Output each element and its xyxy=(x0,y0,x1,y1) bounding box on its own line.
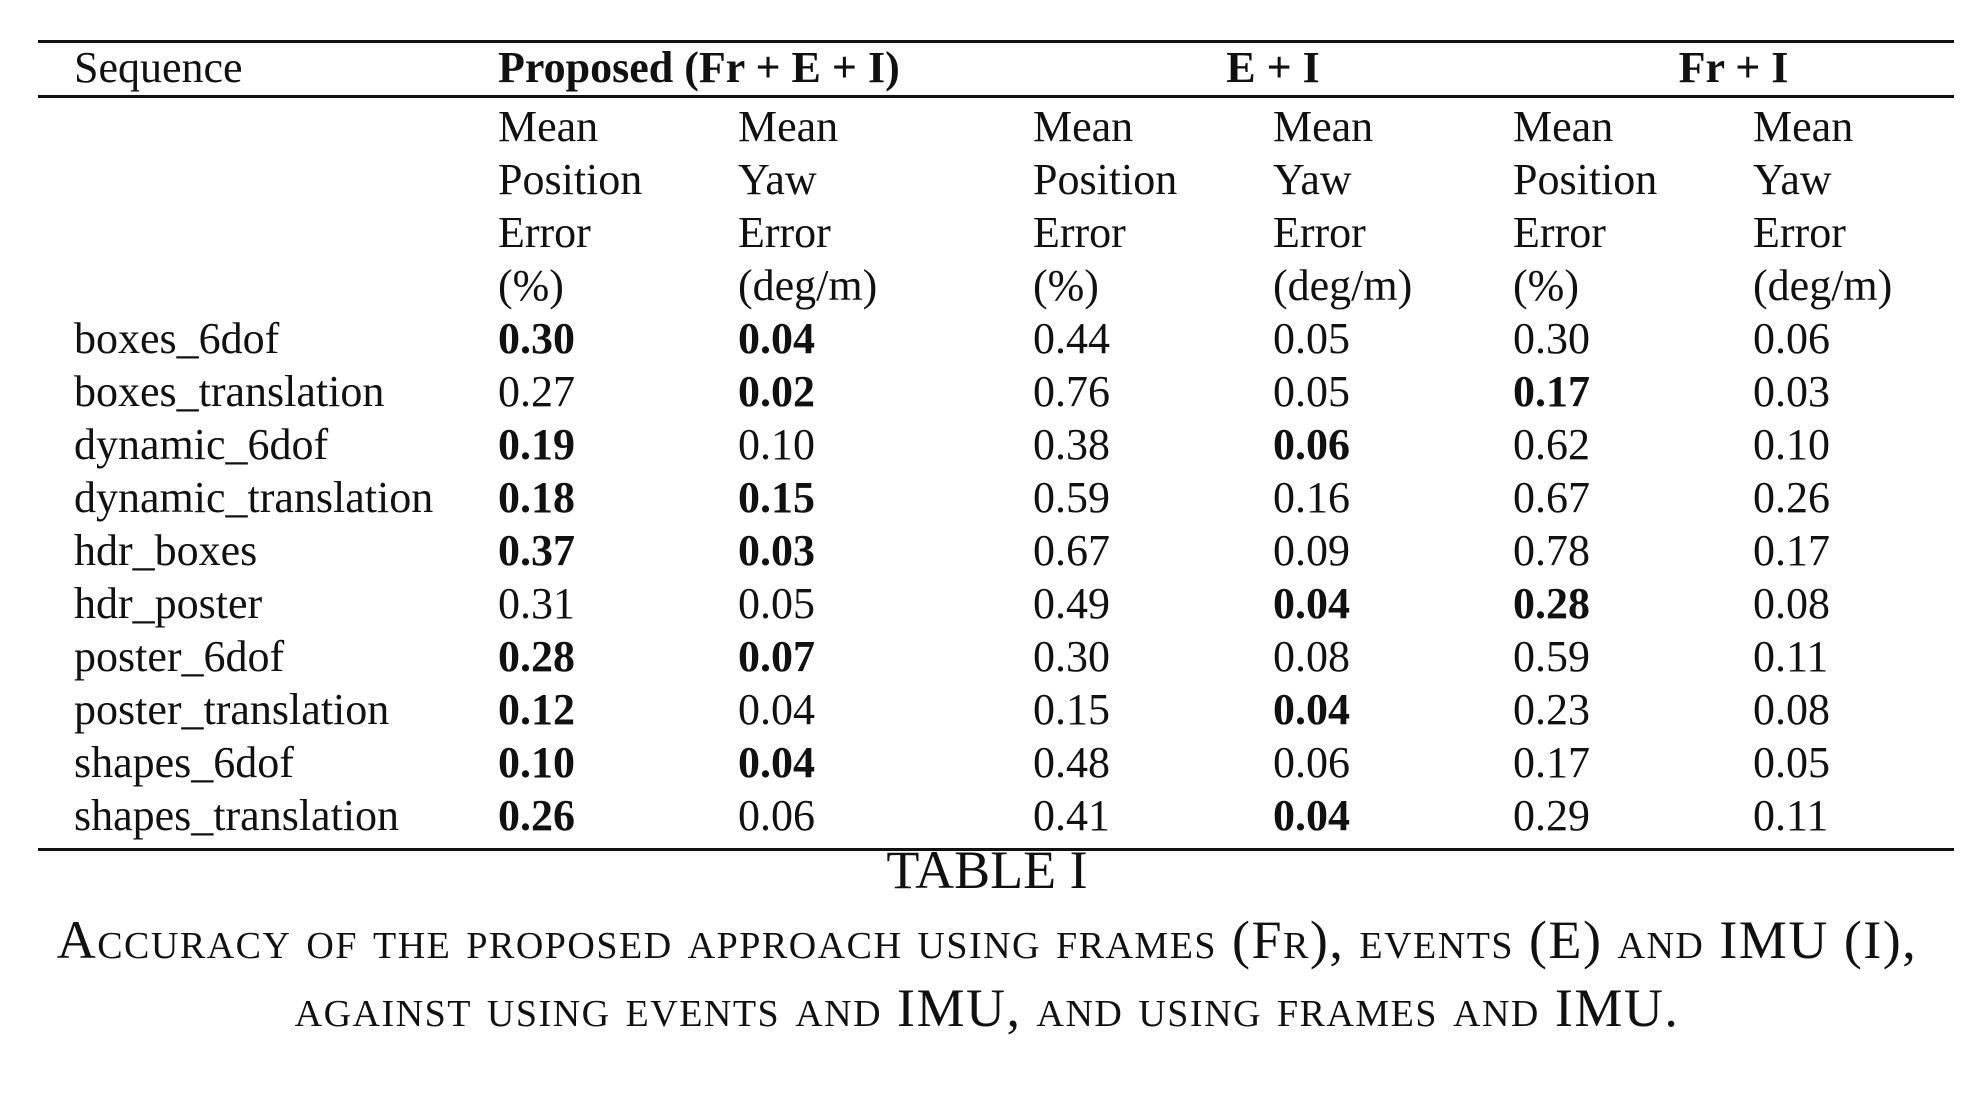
subheader-line: Position xyxy=(1513,155,1658,204)
value-cell: 0.11 xyxy=(1753,632,1829,681)
value-cell: 0.44 xyxy=(1033,314,1110,363)
value-cell: 0.05 xyxy=(1273,314,1350,363)
value-cell: 0.28 xyxy=(498,632,575,681)
value-cell: 0.08 xyxy=(1753,579,1831,628)
value-cell: 0.67 xyxy=(1033,526,1110,575)
value-cell: 0.30 xyxy=(1513,314,1591,363)
sequence-header: Sequence xyxy=(38,42,498,97)
subheader-line: Error xyxy=(498,208,591,257)
value-cell: 0.07 xyxy=(738,632,815,681)
subheader-line: Error xyxy=(1513,208,1606,257)
subheader-line: (%) xyxy=(1033,261,1099,310)
value-cell: 0.76 xyxy=(1033,367,1110,416)
subheader-proposed-yaw xyxy=(738,97,1033,313)
value-cell: 0.23 xyxy=(1513,685,1591,734)
value-cell: 0.31 xyxy=(498,579,575,628)
table-row xyxy=(38,312,1954,365)
value-cell: 0.03 xyxy=(1753,367,1831,416)
table-row xyxy=(38,365,1954,418)
sequence-name-cell: poster_translation xyxy=(74,685,390,734)
subheader-ei-yaw xyxy=(1273,97,1513,313)
value-cell: 0.06 xyxy=(1273,738,1350,787)
value-cell: 0.05 xyxy=(738,579,815,628)
caption-title: TABLE I xyxy=(886,840,1088,900)
subheader-line: Error xyxy=(738,208,831,257)
value-cell: 0.48 xyxy=(1033,738,1110,787)
sequence-name-cell: dynamic_6dof xyxy=(74,420,329,469)
value-cell: 0.37 xyxy=(498,526,575,575)
value-cell: 0.08 xyxy=(1753,685,1831,734)
table-header xyxy=(38,42,1954,313)
value-cell: 0.30 xyxy=(1033,632,1110,681)
subheader-line: (%) xyxy=(1513,261,1579,310)
results-table xyxy=(38,40,1954,851)
subheader-line: Error xyxy=(1033,208,1126,257)
value-cell: 0.04 xyxy=(738,314,815,363)
table-row xyxy=(38,471,1954,524)
subheader-row xyxy=(38,97,1954,313)
table-row xyxy=(38,418,1954,471)
value-cell: 0.28 xyxy=(1513,579,1591,628)
subheader-line: Mean xyxy=(1513,102,1614,151)
subheader-line: Yaw xyxy=(1753,155,1832,204)
subheader-line: (deg/m) xyxy=(738,261,878,310)
subheader-line: Error xyxy=(1273,208,1366,257)
value-cell: 0.11 xyxy=(1753,789,1954,850)
value-cell: 0.27 xyxy=(498,367,575,416)
subheader-empty xyxy=(38,97,498,313)
value-cell: 0.78 xyxy=(1513,526,1591,575)
value-cell: 0.67 xyxy=(1513,473,1591,522)
value-cell: 0.03 xyxy=(738,526,815,575)
value-cell: 0.59 xyxy=(1033,473,1110,522)
value-cell: 0.38 xyxy=(1033,420,1110,469)
sequence-name-cell: boxes_translation xyxy=(74,367,385,416)
results-table-container xyxy=(38,40,1954,851)
value-cell: 0.49 xyxy=(1033,579,1110,628)
value-cell: 0.12 xyxy=(498,685,575,734)
subheader-line: Mean xyxy=(1033,102,1134,151)
subheader-line: Error xyxy=(1753,208,1846,257)
subheader-line: Position xyxy=(1033,155,1178,204)
subheader-ei-position xyxy=(1033,97,1273,313)
group-header-frames-imu: Fr + I xyxy=(1513,42,1954,97)
subheader-line: Yaw xyxy=(1273,155,1352,204)
subheader-line: Position xyxy=(498,155,643,204)
value-cell: 0.15 xyxy=(1033,685,1110,734)
subheader-fri-yaw xyxy=(1753,97,1954,313)
subheader-line: (deg/m) xyxy=(1753,261,1893,310)
subheader-line: Yaw xyxy=(738,155,817,204)
value-cell: 0.10 xyxy=(1753,420,1831,469)
value-cell: 0.26 xyxy=(498,789,738,850)
value-cell: 0.19 xyxy=(498,420,575,469)
value-cell: 0.41 xyxy=(1033,789,1273,850)
table-caption xyxy=(0,836,1974,1042)
table-body xyxy=(38,312,1954,850)
table-row xyxy=(38,577,1954,630)
value-cell: 0.59 xyxy=(1513,632,1591,681)
value-cell: 0.06 xyxy=(1273,420,1350,469)
subheader-line: (deg/m) xyxy=(1273,261,1413,310)
value-cell: 0.15 xyxy=(738,473,815,522)
value-cell: 0.02 xyxy=(738,367,815,416)
value-cell: 0.17 xyxy=(1753,526,1831,575)
value-cell: 0.06 xyxy=(738,789,1033,850)
value-cell: 0.08 xyxy=(1273,632,1350,681)
value-cell: 0.29 xyxy=(1513,789,1753,850)
table-row xyxy=(38,630,1954,683)
subheader-line: (%) xyxy=(498,261,564,310)
table-row xyxy=(38,524,1954,577)
value-cell: 0.26 xyxy=(1753,473,1831,522)
sequence-name-cell: boxes_6dof xyxy=(74,314,280,363)
sequence-name-cell: shapes_6dof xyxy=(74,738,294,787)
group-header-proposed: Proposed (Fr + E + I) xyxy=(498,42,1033,97)
value-cell: 0.05 xyxy=(1273,367,1350,416)
value-cell: 0.18 xyxy=(498,473,575,522)
value-cell: 0.04 xyxy=(1273,685,1350,734)
value-cell: 0.04 xyxy=(738,738,815,787)
value-cell: 0.16 xyxy=(1273,473,1350,522)
subheader-proposed-position xyxy=(498,97,738,313)
caption-text: Accuracy of the proposed approach using frames (Fr), events (E) and IMU (I), against using events and IMU, and using frames and IMU. xyxy=(56,910,1918,1038)
value-cell: 0.05 xyxy=(1753,738,1831,787)
subheader-line: Mean xyxy=(1753,102,1854,151)
sequence-name-cell: hdr_poster xyxy=(74,579,263,628)
sequence-name-cell: shapes_translation xyxy=(38,789,498,850)
value-cell: 0.09 xyxy=(1273,526,1350,575)
sequence-name-cell: dynamic_translation xyxy=(74,473,434,522)
sequence-name-cell: poster_6dof xyxy=(74,632,285,681)
value-cell: 0.17 xyxy=(1513,367,1591,416)
value-cell: 0.04 xyxy=(1273,579,1350,628)
table-row xyxy=(38,683,1954,736)
group-header-events-imu: E + I xyxy=(1033,42,1513,97)
value-cell: 0.62 xyxy=(1513,420,1591,469)
subheader-line: Mean xyxy=(1273,102,1374,151)
subheader-fri-position xyxy=(1513,97,1753,313)
subheader-line: Mean xyxy=(738,102,839,151)
value-cell: 0.04 xyxy=(738,685,815,734)
group-header-row xyxy=(38,42,1954,97)
value-cell: 0.17 xyxy=(1513,738,1591,787)
value-cell: 0.10 xyxy=(498,738,575,787)
value-cell: 0.04 xyxy=(1273,789,1513,850)
table-row xyxy=(38,736,1954,789)
value-cell: 0.06 xyxy=(1753,314,1831,363)
value-cell: 0.30 xyxy=(498,314,575,363)
sequence-name-cell: hdr_boxes xyxy=(74,526,258,575)
subheader-line: Mean xyxy=(498,102,599,151)
value-cell: 0.10 xyxy=(738,420,815,469)
